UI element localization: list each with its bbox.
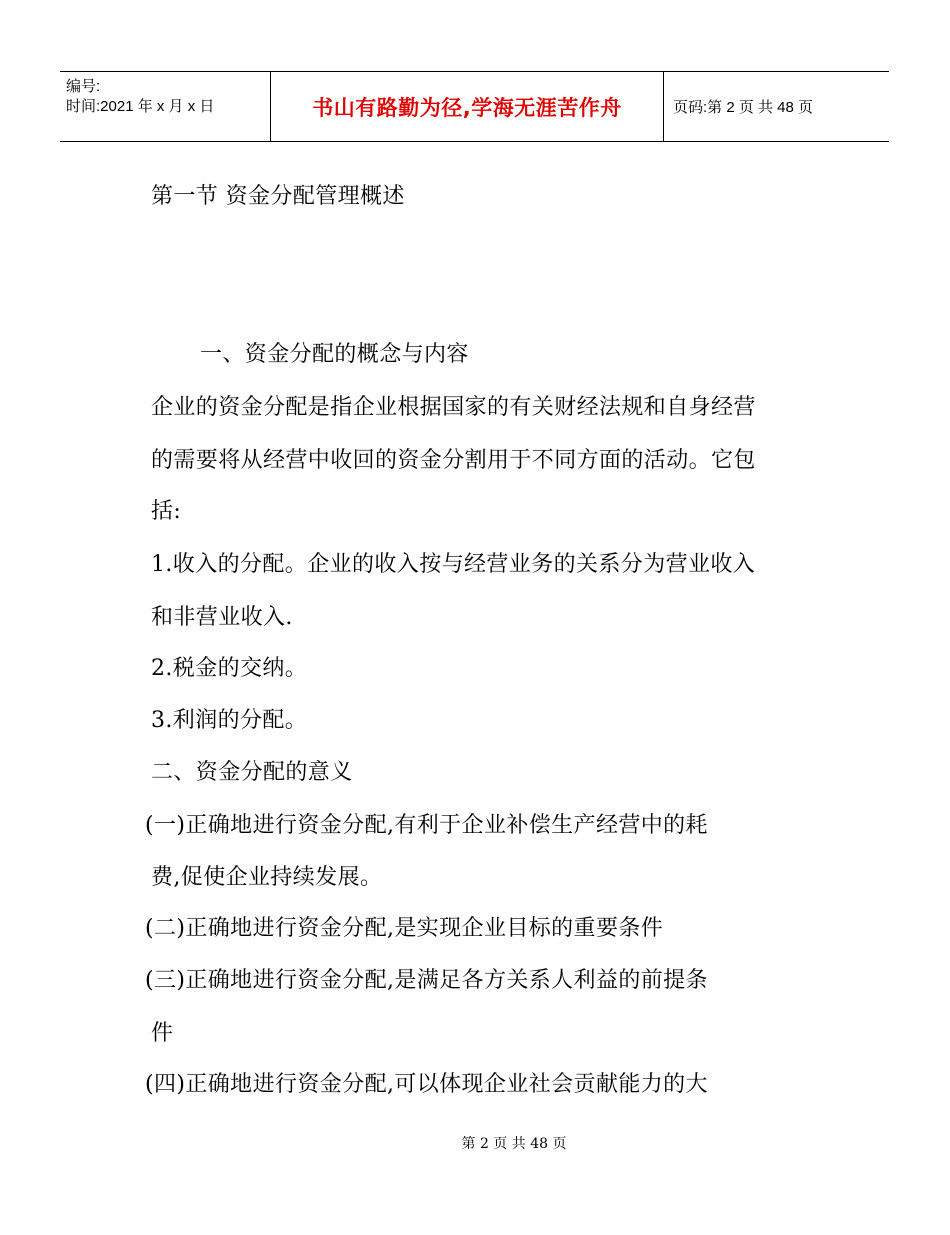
header-slogan: 书山有路勤为径,学海无涯苦作舟 [271,72,664,141]
paragraph-line: 件 [151,1021,174,1046]
paragraph-line: 费,促使企业持续发展。 [151,865,383,890]
paragraph-line: 企业的资金分配是指企业根据国家的有关财经法规和自身经营 [151,395,756,420]
header-meta-cell [60,72,271,141]
page-footer: 第 2 页 共 48 页 [461,1136,567,1152]
paragraph-line: 的需要将从经营中收回的资金分割用于不同方面的活动。它包 [151,448,756,473]
document-header [60,71,889,142]
paragraph-line: 3.利润的分配。 [151,708,308,733]
header-time-label: 时间:2021 年 x 月 x 日 [66,98,215,115]
paragraph-line: 括: [151,499,182,524]
header-page-label: 页码:第 2 页 共 48 页 [673,99,814,116]
paragraph-line: (一)正确地进行资金分配,有利于企业补偿生产经营中的耗 [145,813,708,838]
paragraph-line: 2.税金的交纳。 [151,656,308,681]
paragraph-line: (三)正确地进行资金分配,是满足各方关系人利益的前提条 [145,968,708,993]
paragraph-line: (四)正确地进行资金分配,可以体现企业社会贡献能力的大 [145,1072,708,1097]
section-title: 第一节 资金分配管理概述 [151,184,405,209]
paragraph-line: 1.收入的分配。企业的收入按与经营业务的关系分为营业收入 [151,552,756,577]
paragraph-line: 一、资金分配的概念与内容 [200,342,469,367]
paragraph-line: 和非营业收入. [151,605,293,630]
paragraph-line: (二)正确地进行资金分配,是实现企业目标的重要条件 [145,916,664,941]
paragraph-line: 二、资金分配的意义 [151,760,353,785]
header-number-label: 编号: [66,78,101,95]
